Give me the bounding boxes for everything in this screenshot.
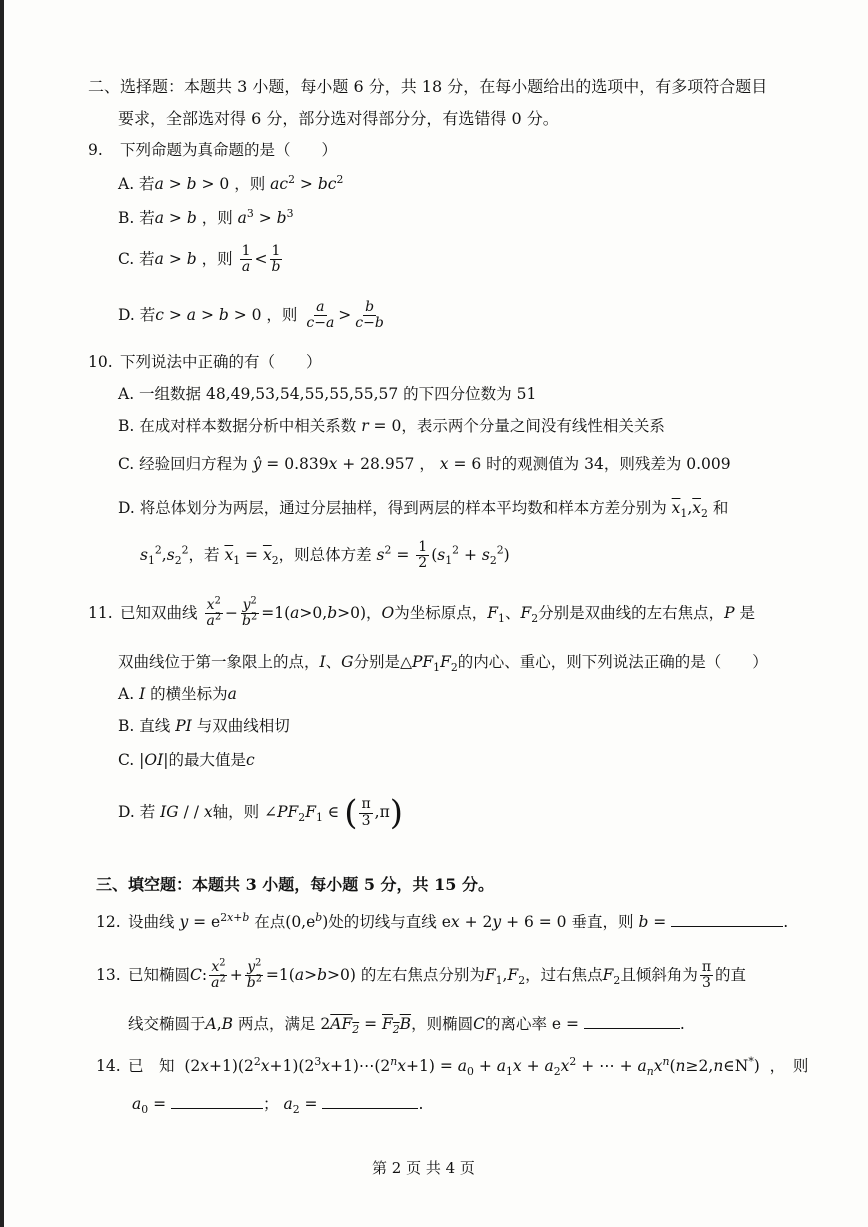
page-footer: 第 2 页 共 4 页: [372, 1159, 475, 1177]
q10-option-d: D. 将总体划分为两层，通过分层抽样，得到两层的样本平均数和样本方差分别为 $\overline{x}_1,\overline{x}_2$ 和: [118, 499, 729, 521]
question-10: 10. 下列说法中正确的有（ ）: [88, 353, 322, 371]
q11-stem-cont: 双曲线位于第一象限上的点，I、G分别是$\triangle PF_1F_2$的内心、重心，则下列说法正确的是（ ）: [118, 653, 768, 675]
q10-option-b: B. 在成对样本数据分析中相关系数 r = 0，表示两个分量之间没有线性相关关系: [118, 417, 665, 435]
section-3-heading: 三、填空题：本题共 3 小题，每小题 5 分，共 15 分。: [96, 875, 494, 894]
question-9: 9. 下列命题为真命题的是（ ）: [88, 141, 338, 159]
q13-cont: 线交椭圆于A,B 两点，满足 $2AF_2 = F_2B$，则椭圆C的离心率 e = .: [128, 1015, 685, 1037]
q13-answer-blank[interactable]: [584, 1014, 680, 1029]
question-12: 12. 设曲线 $y = e^{2x+b}$ 在点$(0,e^b)$处的切线与直线 ex + 2y + 6 = 0 垂直，则 b = .: [96, 910, 789, 931]
q9-option-a: A. 若a > b > 0 ，则 $ac^2 > bc^2$: [118, 172, 344, 193]
q9-option-b: B. 若a > b ，则 $a^3 > b^3$: [118, 206, 294, 227]
question-13: 13. 已知椭圆C: $\frac{x^2}{a^2}$ + $\frac{y^2}{b^2}$ =1(a>b>0) 的左右焦点分别为$F_1,F_2$，过右焦点$F_2$且倾斜角为 $\frac{\pi}{3}$ 的直: [96, 957, 747, 992]
section-2-heading: 二、选择题：本题共 3 小题，每小题 6 分，共 18 分，在每小题给出的选项中，有多项符合题目: [88, 77, 768, 96]
q14-answers: $a_0$ = ； $a_2$ = .: [132, 1095, 424, 1117]
q11-option-a: A. I 的横坐标为a: [118, 685, 237, 703]
q9-option-c: C. 若a > b ，则 $\frac{1}{a}$ < $\frac{1}{b}$: [118, 243, 281, 276]
q11-option-d: D. 若 IG / / x轴，则 $\angle PF_2F_1$ ∈ ( $\frac{\pi}{3}$ ,π): [118, 793, 404, 833]
section-2-heading-cont: 要求，全部选对得 6 分，部分选对得部分分，有选错得 0 分。: [118, 109, 559, 128]
q14-a0-blank[interactable]: [171, 1094, 263, 1109]
q12-answer-blank[interactable]: [671, 912, 783, 927]
q10-option-d-cont: $s_1^2,s_2^2$，若 $\overline{x}_1 = \overline{x}_2$，则总体方差 $s^2$ = $\frac{1}{2}$ $(s_1^2 + s_2^2)$: [140, 539, 510, 572]
q10-option-c: C. 经验回归方程为 ŷ = 0.839x + 28.957 ， x = 6 时的观测值为 34，则残差为 0.009: [118, 455, 731, 473]
q9-option-d: D. 若c > a > b > 0 ，则 $\frac{a}{c-a}$ > $\frac{b}{c-b}$: [118, 299, 384, 332]
q10-option-a: A. 一组数据 48,49,53,54,55,55,55,57 的下四分位数为 51: [118, 385, 537, 403]
question-14: 14. 已 知 $(2x+1)(2^2x+1)(2^3x+1)\cdots(2^nx+1) = a_0 + a_1x + a_2x^2$ + ⋯ + $a_nx^n(n\ge 2,n\in N^*)$ ， 则: [96, 1054, 809, 1079]
scan-edge: [0, 0, 4, 1227]
q11-option-c: C. |OI|的最大值是c: [118, 751, 255, 769]
q14-a2-blank[interactable]: [322, 1094, 418, 1109]
q11-option-b: B. 直线 PI 与双曲线相切: [118, 717, 290, 735]
question-11: 11. 已知双曲线 $\frac{x^2}{a^2}$ − $\frac{y^2}{b^2}$ =1(a>0,b>0)，O为坐标原点，$F_1$、$F_2$分别是双曲线的左右焦点，P 是: [88, 595, 756, 630]
